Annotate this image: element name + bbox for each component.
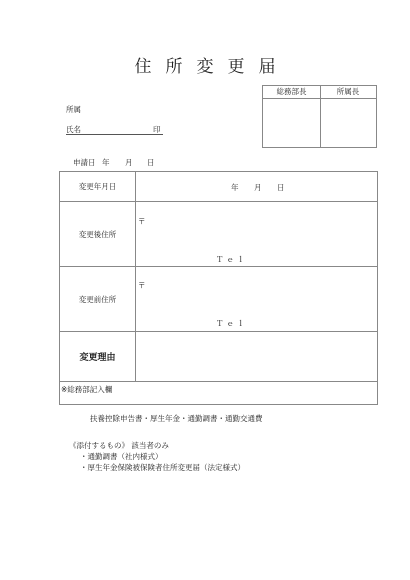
new-address-tel-label: Ｔｅｌ (216, 255, 248, 264)
affiliation-label: 所属 (66, 105, 81, 114)
new-address-row (60, 202, 377, 267)
attachment-item-commute-report: ・通勤調書（社内様式） (80, 452, 163, 461)
admin-items-text: 扶養控除申告書・厚生年金・通勤調書・通勤交通費 (90, 414, 263, 423)
new-address-field[interactable] (136, 202, 377, 266)
name-label: 氏名 (66, 125, 81, 134)
reason-field[interactable] (136, 332, 377, 381)
old-address-label: 変更前住所 (60, 267, 136, 331)
reason-label: 変更理由 (60, 332, 136, 381)
change-date-field[interactable] (136, 172, 377, 201)
seal-label: 印 (153, 125, 161, 134)
admin-note-label: ※総務部記入欄 (61, 385, 113, 394)
application-year-label: 年 (102, 158, 110, 167)
change-form-table (59, 171, 378, 382)
change-date-day: 日 (277, 183, 285, 192)
application-day-label: 日 (147, 158, 155, 167)
reason-row (60, 332, 377, 381)
application-date-label: 申請日 (73, 158, 96, 167)
new-address-label: 変更後住所 (60, 202, 136, 266)
old-address-field[interactable] (136, 267, 377, 331)
application-month-label: 月 (125, 158, 133, 167)
approval-general-manager-label: 総務部長 (263, 86, 321, 99)
change-date-year: 年 (231, 183, 239, 192)
change-date-row (60, 172, 377, 202)
approval-divider (320, 98, 321, 147)
change-date-month: 月 (254, 183, 262, 192)
page-title: 住所変更届 (134, 57, 290, 77)
approval-stamp-box (262, 85, 377, 148)
new-address-postal-mark: 〒 (138, 217, 146, 226)
attachment-item-pension-form: ・厚生年金保険被保険者住所変更届（法定様式） (80, 463, 245, 472)
attachments-heading: 《添付するもの》 該当者のみ (69, 441, 169, 450)
old-address-tel-label: Ｔｅｌ (216, 319, 248, 328)
old-address-row (60, 267, 377, 332)
change-date-label: 変更年月日 (60, 172, 136, 201)
approval-section-chief-label: 所属長 (320, 86, 376, 99)
old-address-postal-mark: 〒 (138, 281, 146, 290)
name-field[interactable] (66, 124, 163, 135)
